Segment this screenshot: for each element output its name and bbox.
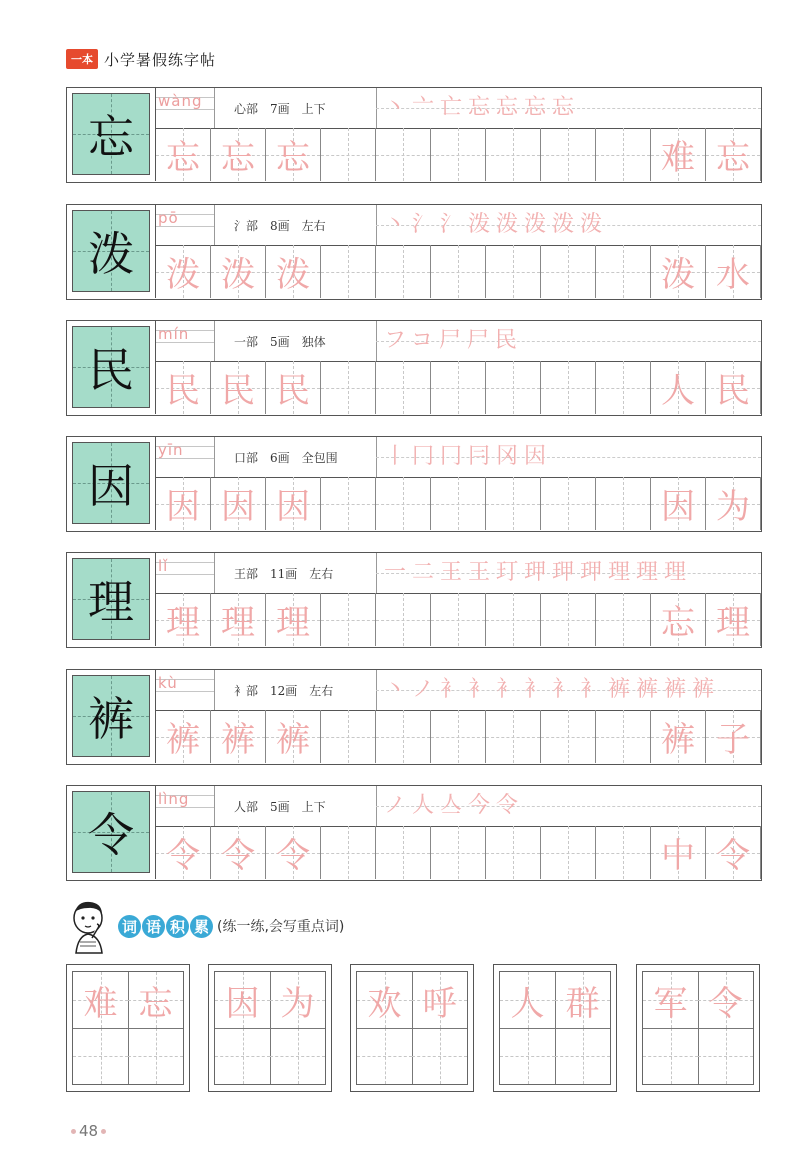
trace-char: 忘: [276, 138, 310, 178]
word-cell[interactable]: [698, 1028, 753, 1084]
radical: 衤部: [234, 683, 259, 698]
pinyin-box: [156, 670, 215, 710]
practice-cell[interactable]: [211, 710, 266, 763]
trace-char: 令: [166, 836, 200, 876]
word-cell[interactable]: [643, 1028, 698, 1084]
word-cell[interactable]: [128, 972, 183, 1028]
practice-cell[interactable]: [156, 593, 211, 646]
practice-cell[interactable]: [651, 245, 706, 298]
practice-cell[interactable]: [596, 593, 651, 646]
word-grid: [72, 971, 184, 1085]
word-cell[interactable]: [500, 972, 555, 1028]
practice-cell[interactable]: [541, 593, 596, 646]
trace-char: 中: [661, 836, 695, 876]
char-block: [66, 204, 762, 300]
practice-cell[interactable]: [706, 826, 761, 879]
trace-char: 理: [276, 603, 310, 643]
trace-char: 民: [276, 371, 310, 411]
radical: 王部: [234, 566, 259, 581]
practice-cell[interactable]: [706, 361, 761, 414]
trace-char: 人: [661, 371, 695, 411]
page-dot-right: [101, 1129, 106, 1134]
trace-char: 民: [716, 371, 750, 411]
stroke-order: [376, 437, 761, 477]
practice-cell[interactable]: [431, 826, 486, 879]
model-char: 裤: [88, 692, 134, 746]
practice-cell[interactable]: [321, 826, 376, 879]
char-block: [66, 785, 762, 881]
model-char-cell: [72, 558, 150, 640]
practice-cell[interactable]: [321, 128, 376, 181]
word-cell[interactable]: [270, 1028, 325, 1084]
stroke-count: 6画: [270, 450, 290, 465]
word-cell[interactable]: [698, 972, 753, 1028]
practice-cell[interactable]: [266, 826, 321, 879]
practice-cell[interactable]: [596, 128, 651, 181]
stroke-order: [376, 786, 761, 826]
practice-cell[interactable]: [596, 710, 651, 763]
radical: 口部: [234, 450, 259, 465]
practice-cell[interactable]: [376, 477, 431, 530]
model-char: 理: [88, 575, 134, 629]
practice-cell[interactable]: [211, 361, 266, 414]
pinyin-box: [156, 205, 215, 245]
structure: 左右: [301, 218, 326, 233]
model-char: 民: [88, 343, 134, 397]
stroke-count: 7画: [270, 101, 290, 116]
model-char: 因: [88, 459, 134, 513]
word-cell[interactable]: [357, 972, 412, 1028]
practice-cell[interactable]: [431, 128, 486, 181]
char-block: [66, 669, 762, 765]
practice-cell[interactable]: [211, 593, 266, 646]
trace-char: 民: [221, 371, 255, 411]
practice-cell[interactable]: [376, 710, 431, 763]
trace-char: 为: [716, 487, 750, 527]
model-char-cell: [72, 442, 150, 524]
stroke-order-text: 丶ノ衤衤衤衤衤衤裤裤裤裤: [384, 677, 721, 702]
trace-char: 理: [166, 603, 200, 643]
trace-char: 泼: [166, 255, 200, 295]
practice-cell[interactable]: [431, 245, 486, 298]
practice-cell[interactable]: [706, 128, 761, 181]
practice-cell[interactable]: [266, 361, 321, 414]
practice-cell[interactable]: [596, 245, 651, 298]
vocab-section-title: [66, 898, 344, 954]
pinyin: pō: [158, 209, 179, 227]
practice-cell[interactable]: [541, 477, 596, 530]
practice-cell[interactable]: [486, 593, 541, 646]
practice-cell[interactable]: [651, 710, 706, 763]
char-info-row: [155, 321, 761, 362]
practice-cell[interactable]: [431, 710, 486, 763]
structure: 全包围: [301, 450, 338, 465]
book-title: 小学暑假练字帖: [104, 50, 217, 69]
practice-cell[interactable]: [706, 593, 761, 646]
radical: 一部: [234, 334, 259, 349]
practice-cell[interactable]: [431, 361, 486, 414]
char-block: [66, 436, 762, 532]
stroke-count: 5画: [270, 334, 290, 349]
word-card: [350, 964, 474, 1092]
pinyin-box: [156, 553, 215, 593]
practice-cell[interactable]: [266, 710, 321, 763]
word-cell[interactable]: [412, 972, 467, 1028]
trace-char: 为: [280, 983, 315, 1024]
trace-char: 呼: [422, 983, 457, 1024]
practice-cell[interactable]: [651, 477, 706, 530]
trace-char: 泼: [661, 255, 695, 295]
trace-char: 因: [661, 487, 695, 527]
practice-cell[interactable]: [486, 477, 541, 530]
practice-cell[interactable]: [486, 245, 541, 298]
pinyin-box: [156, 786, 215, 826]
pinyin: wàng: [158, 92, 203, 110]
practice-cell[interactable]: [156, 477, 211, 530]
practice-cell[interactable]: [321, 710, 376, 763]
char-info-row: [155, 205, 761, 246]
practice-cell[interactable]: [376, 245, 431, 298]
char-info-row: [155, 88, 761, 129]
structure: 左右: [309, 683, 334, 698]
pinyin-box: [156, 437, 215, 477]
practice-cell[interactable]: [651, 128, 706, 181]
trace-char: 因: [276, 487, 310, 527]
word-card: [493, 964, 617, 1092]
word-card: [636, 964, 760, 1092]
word-grid: [214, 971, 326, 1085]
structure: 左右: [309, 566, 334, 581]
practice-cell[interactable]: [541, 245, 596, 298]
practice-cell[interactable]: [266, 128, 321, 181]
char-info-row: [155, 437, 761, 478]
practice-cell[interactable]: [541, 826, 596, 879]
trace-char: 忘: [138, 983, 173, 1024]
trace-char: 民: [166, 371, 200, 411]
practice-cell[interactable]: [706, 245, 761, 298]
page-number-text: 48: [79, 1122, 99, 1140]
trace-char: 群: [565, 983, 600, 1024]
pinyin-box: [156, 321, 215, 361]
practice-cell[interactable]: [596, 477, 651, 530]
stroke-order: [376, 553, 761, 593]
trace-char: 因: [221, 487, 255, 527]
word-cell[interactable]: [357, 1028, 412, 1084]
char-block: [66, 552, 762, 648]
page-number: [68, 1122, 109, 1140]
trace-char: 军: [653, 983, 688, 1024]
practice-cell[interactable]: [706, 710, 761, 763]
word-cell[interactable]: [555, 972, 610, 1028]
practice-cell[interactable]: [431, 593, 486, 646]
practice-cell[interactable]: [596, 826, 651, 879]
vocab-subtitle: (练一练,会写重点词): [217, 919, 345, 935]
word-cell[interactable]: [128, 1028, 183, 1084]
structure: 上下: [301, 101, 326, 116]
char-info-row: [155, 670, 761, 711]
practice-cell[interactable]: [651, 593, 706, 646]
trace-char: 理: [221, 603, 255, 643]
practice-grid: [155, 593, 761, 646]
trace-char: 泼: [221, 255, 255, 295]
stroke-order-text: 丶亠亡忘忘忘忘: [384, 95, 581, 120]
practice-grid: [155, 826, 761, 879]
model-char: 令: [88, 808, 134, 862]
stroke-order: [376, 205, 761, 245]
stroke-order: [376, 88, 761, 128]
char-info-row: [155, 553, 761, 594]
practice-cell[interactable]: [156, 710, 211, 763]
practice-cell[interactable]: [211, 245, 266, 298]
word-cell[interactable]: [73, 972, 128, 1028]
practice-cell[interactable]: [156, 826, 211, 879]
practice-cell[interactable]: [156, 361, 211, 414]
trace-char: 令: [276, 836, 310, 876]
pinyin: yīn: [158, 441, 184, 459]
practice-cell[interactable]: [266, 477, 321, 530]
pinyin-box: [156, 88, 215, 128]
book-badge: 一本: [66, 49, 98, 69]
word-cell[interactable]: [270, 972, 325, 1028]
trace-char: 子: [716, 720, 750, 760]
pinyin: lìng: [158, 790, 190, 808]
radical: 心部: [234, 101, 259, 116]
char-info-row: [155, 786, 761, 827]
word-cell[interactable]: [73, 1028, 128, 1084]
word-cell[interactable]: [215, 1028, 270, 1084]
practice-cell[interactable]: [651, 826, 706, 879]
word-card: [208, 964, 332, 1092]
practice-cell[interactable]: [596, 361, 651, 414]
model-char-cell: [72, 93, 150, 175]
trace-char: 难: [661, 138, 695, 178]
page-dot-left: [71, 1129, 76, 1134]
word-grid: [642, 971, 754, 1085]
practice-grid: [155, 477, 761, 530]
trace-char: 水: [716, 255, 750, 295]
word-grid: [499, 971, 611, 1085]
stroke-order-text: ノ人亼今令: [384, 793, 525, 818]
practice-cell[interactable]: [156, 245, 211, 298]
trace-char: 难: [83, 983, 118, 1024]
practice-cell[interactable]: [486, 710, 541, 763]
radical: 人部: [234, 799, 259, 814]
structure: 上下: [301, 799, 326, 814]
practice-cell[interactable]: [266, 245, 321, 298]
trace-char: 理: [716, 603, 750, 643]
stroke-count: 12画: [270, 683, 298, 698]
char-block: [66, 87, 762, 183]
practice-cell[interactable]: [321, 593, 376, 646]
practice-cell[interactable]: [706, 477, 761, 530]
boy-thinking-icon: [66, 898, 116, 954]
structure: 独体: [301, 334, 326, 349]
practice-cell[interactable]: [211, 826, 266, 879]
char-info: [214, 786, 377, 826]
practice-cell[interactable]: [486, 128, 541, 181]
trace-char: 泼: [276, 255, 310, 295]
char-info: [214, 205, 377, 245]
char-info: [214, 553, 377, 593]
trace-char: 因: [225, 983, 260, 1024]
practice-cell[interactable]: [376, 826, 431, 879]
radical: 氵部: [234, 218, 259, 233]
trace-char: 裤: [276, 720, 310, 760]
pinyin: mín: [158, 325, 190, 343]
word-grid: [356, 971, 468, 1085]
practice-cell[interactable]: [541, 128, 596, 181]
practice-grid: [155, 710, 761, 763]
practice-cell[interactable]: [266, 593, 321, 646]
stroke-order-text: 丨冂冂冃冈因: [384, 444, 553, 469]
model-char-cell: [72, 791, 150, 873]
stroke-order-text: フコ尸尸民: [384, 328, 523, 353]
trace-char: 忘: [221, 138, 255, 178]
practice-cell[interactable]: [431, 477, 486, 530]
word-cell[interactable]: [500, 1028, 555, 1084]
model-char: 泼: [88, 227, 134, 281]
trace-char: 令: [716, 836, 750, 876]
stroke-count: 11画: [270, 566, 298, 581]
pinyin: lǐ: [158, 557, 169, 575]
trace-char: 裤: [221, 720, 255, 760]
practice-cell[interactable]: [486, 826, 541, 879]
word-cell[interactable]: [215, 972, 270, 1028]
vocab-title-char: 积: [166, 915, 189, 938]
practice-cell[interactable]: [321, 245, 376, 298]
trace-char: 因: [166, 487, 200, 527]
word-cell[interactable]: [555, 1028, 610, 1084]
pinyin: kù: [158, 674, 178, 692]
model-char-cell: [72, 326, 150, 408]
practice-cell[interactable]: [541, 710, 596, 763]
char-info: [214, 321, 377, 361]
trace-char: 人: [510, 983, 545, 1024]
trace-char: 令: [708, 983, 743, 1024]
practice-cell[interactable]: [651, 361, 706, 414]
practice-cell[interactable]: [486, 361, 541, 414]
practice-cell[interactable]: [541, 361, 596, 414]
stroke-order-text: 丶氵氵泼泼泼泼泼: [384, 212, 609, 237]
practice-cell[interactable]: [321, 477, 376, 530]
model-char: 忘: [88, 110, 134, 164]
trace-char: 欢: [367, 983, 402, 1024]
stroke-count: 8画: [270, 218, 290, 233]
vocab-title-char: 词: [118, 915, 141, 938]
char-block: [66, 320, 762, 416]
stroke-count: 5画: [270, 799, 290, 814]
trace-char: 裤: [166, 720, 200, 760]
practice-cell[interactable]: [211, 477, 266, 530]
practice-cell[interactable]: [211, 128, 266, 181]
page-header: [66, 47, 216, 71]
practice-cell[interactable]: [321, 361, 376, 414]
trace-char: 忘: [661, 603, 695, 643]
trace-char: 裤: [661, 720, 695, 760]
practice-cell[interactable]: [156, 128, 211, 181]
model-char-cell: [72, 210, 150, 292]
vocab-label: [118, 915, 214, 938]
practice-cell[interactable]: [376, 361, 431, 414]
practice-grid: [155, 128, 761, 181]
stroke-order-text: 一二王王玎玾玾玾理理理: [384, 560, 693, 585]
trace-char: 令: [221, 836, 255, 876]
char-info: [214, 670, 377, 710]
vocab-title-char: 语: [142, 915, 165, 938]
practice-cell[interactable]: [376, 128, 431, 181]
trace-char: 忘: [716, 138, 750, 178]
trace-char: 忘: [166, 138, 200, 178]
practice-grid: [155, 245, 761, 298]
word-cell[interactable]: [643, 972, 698, 1028]
stroke-order: [376, 321, 761, 361]
word-card: [66, 964, 190, 1092]
word-cell[interactable]: [412, 1028, 467, 1084]
practice-cell[interactable]: [376, 593, 431, 646]
model-char-cell: [72, 675, 150, 757]
char-info: [214, 437, 377, 477]
practice-grid: [155, 361, 761, 414]
char-info: [214, 88, 377, 128]
vocab-title-char: 累: [190, 915, 213, 938]
stroke-order: [376, 670, 761, 710]
